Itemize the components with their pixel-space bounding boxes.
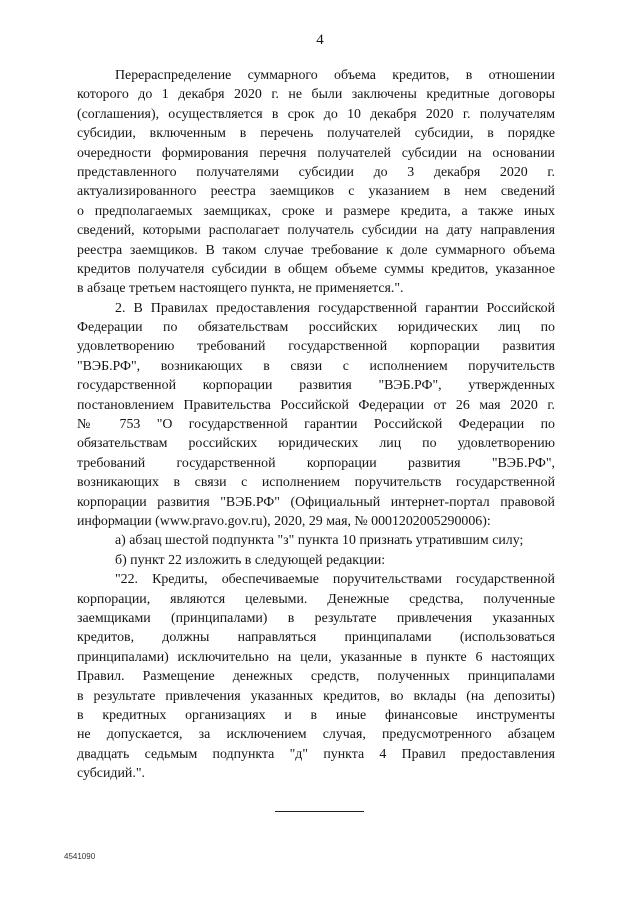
paragraph-2-line: информации (www.pravo.gov.ru), 2020, 29 мая, № 0001202005290006): bbox=[77, 513, 491, 529]
paragraph-5-line: принципалами) исключительно на цели, указанные в пункте 6 настоящих bbox=[77, 649, 555, 665]
paragraph-1-line: о предполагаемых заемщиках, сроке и размере кредита, а также иных bbox=[77, 203, 555, 219]
paragraph-2-line: возникающих в связи с исполнением поручительств государственной bbox=[77, 475, 555, 491]
paragraph-5-line: субсидий.". bbox=[77, 766, 145, 782]
paragraph-1-line: очередности формирования перечня получателей субсидии на основании bbox=[77, 145, 555, 161]
paragraph-2-line: постановлением Правительства Российской Федерации от 26 мая 2020 г. bbox=[77, 397, 555, 413]
paragraph-5-line: заемщиками (принципалами) в результате привлечения указанных bbox=[77, 610, 555, 626]
paragraph-2-line: корпорации развития "ВЭБ.РФ" (Официальный интернет-портал правовой bbox=[77, 494, 555, 510]
paragraph-3-line: а) абзац шестой подпункта "з" пункта 10 признать утратившим силу; bbox=[115, 533, 524, 549]
paragraph-5-line: в результате привлечения указанных кредитов, во вклады (на депозиты) bbox=[77, 688, 555, 704]
document-code: 4541090 bbox=[64, 852, 96, 861]
paragraph-5-line: Правил. Размещение денежных средств, полученных принципалами bbox=[77, 669, 555, 685]
paragraph-1-line: реестра заемщиков. В таком случае требование к доле суммарного объема bbox=[77, 242, 555, 258]
paragraph-4-line: б) пункт 22 изложить в следующей редакции: bbox=[115, 552, 386, 568]
paragraph-5-line: двадцать седьмым подпункта "д" пункта 4 Правил предоставления bbox=[77, 746, 555, 762]
paragraph-5-line: не допускается, за исключением случая, предусмотренного абзацем bbox=[77, 727, 555, 743]
paragraph-1-line: представленного получателями субсидии до 3 декабря 2020 г. bbox=[77, 164, 555, 180]
paragraph-1-line: которого до 1 декабря 2020 г. не были заключены кредитные договоры bbox=[77, 87, 555, 103]
paragraph-2-line: № 753 "О государственной гарантии Российской Федерации по bbox=[77, 417, 555, 433]
document-body bbox=[77, 66, 555, 783]
page-number: 4 bbox=[316, 32, 324, 48]
paragraph-2-line: государственной корпорации развития "ВЭБ.РФ", утвержденных bbox=[77, 378, 555, 394]
paragraph-1-line: (соглашения), осуществляется в срок до 10 декабря 2020 г. получателям bbox=[77, 106, 555, 122]
paragraph-1-line: сведений, которыми располагает получатель субсидии на дату направления bbox=[77, 223, 555, 239]
paragraph-2-line: "ВЭБ.РФ", возникающих в связи с исполнением поручительств bbox=[77, 358, 555, 374]
paragraph-5-line: в кредитных организациях и в иные финансовые инструменты bbox=[77, 707, 555, 723]
paragraph-1-line: Перераспределение суммарного объема кредитов, в отношении bbox=[115, 68, 555, 83]
paragraph-2-line: Федерации по обязательствам российских юридических лиц по bbox=[77, 320, 555, 336]
paragraph-5-line: "22. Кредиты, обеспечиваемые поручительствами государственной bbox=[115, 572, 555, 588]
paragraph-1-line: кредитов получателя субсидии в общем объеме суммы кредитов, указанное bbox=[77, 261, 555, 277]
paragraph-1-line: субсидии, включенным в перечень получателей субсидии, в порядке bbox=[77, 126, 555, 142]
paragraph-2-line: 2. В Правилах предоставления государственной гарантии Российской bbox=[115, 300, 555, 316]
paragraph-5-line: корпорации, являются целевыми. Денежные средства, полученные bbox=[77, 591, 555, 607]
separator-line bbox=[275, 811, 364, 812]
paragraph-2-line: обязательствам российских юридических лиц по удовлетворению bbox=[77, 436, 555, 452]
paragraph-5-line: кредитов, должны направляться принципалами (использоваться bbox=[77, 630, 555, 646]
paragraph-2-line: удовлетворению требований государственной корпорации развития bbox=[77, 339, 555, 355]
paragraph-1-line: актуализированного реестра заемщиков с указанием в нем сведений bbox=[77, 184, 555, 200]
paragraph-2-line: требований государственной корпорации развития "ВЭБ.РФ", bbox=[77, 455, 555, 471]
paragraph-1-line: в абзаце третьем настоящего пункта, не применяется.". bbox=[77, 281, 404, 297]
